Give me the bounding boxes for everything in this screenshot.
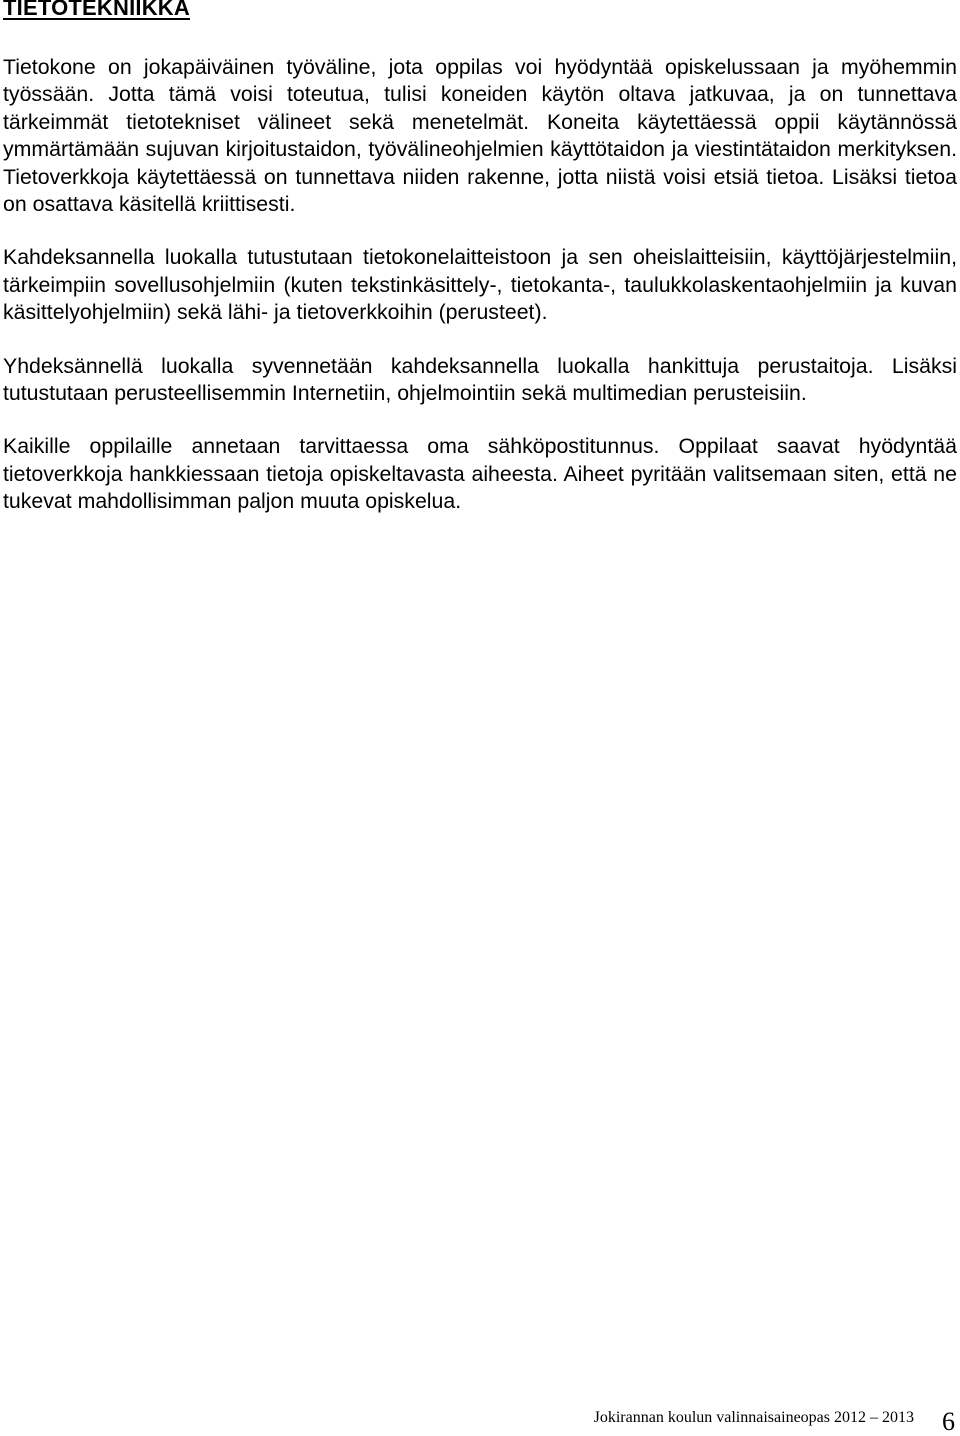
page-footer [594,1406,955,1436]
paragraph-email: Kaikille oppilaille annetaan tarvittaessa oma sähköpostitunnus. Oppilaat saavat hyödyntää tietoverkkoja hankkiessaan tietoja opiskeltavasta aiheesta. Aiheet pyritään valitsemaan siten, että ne tukevat mahdollisimman paljon muuta opiskelua. [3,434,957,514]
footer-title: Jokirannan koulun valinnaisaineopas 2012 – 2013 [593,1409,914,1426]
paragraph-intro: Tietokone on jokapäiväinen työväline, jota oppilas voi hyödyntää opiskelussaan ja myöhemmin työssään. Jotta tämä voisi toteutua, tulisi koneiden käytön oltava jatkuvaa, ja on tunnettava tärkeimmät tietotekniset välineet sekä menetelmät. Koneita käytettäessä oppii käytännössä ymmärtämään sujuvan kirjoitustaidon, työvälineohjelmien käyttötaidon ja viestintätaidon merkityksen. Tietoverkkoja käytettäessä on tunnettava niiden rakenne, jotta niistä voisi etsiä tietoa. Lisäksi tietoa on osattava käsitellä kriittisesti. [3,55,957,217]
paragraph-grade-9: Yhdeksännellä luokalla syvennetään kahdeksannella luokalla hankittuja perustaitoja. Lisäksi tutustutaan perusteellisemmin Internetiin, ohjelmointiin sekä multimedian perusteisiin. [3,353,957,406]
paragraph-grade-8: Kahdeksannella luokalla tutustutaan tietokonelaitteistoon ja sen oheislaitteisiin, käyttöjärjestelmiin, tärkeimpiin sovellusohjelmiin (kuten tekstinkäsittely-, tietokanta-, taulukkolaskentaohjelmiin ja kuvan käsittelyohjelmiin) sekä lähi- ja tietoverkkoihin (perusteet). [3,245,957,325]
page-number: 6 [942,1407,955,1436]
body-text [3,54,957,542]
section-heading: TIETOTEKNIIKKA [3,0,190,20]
